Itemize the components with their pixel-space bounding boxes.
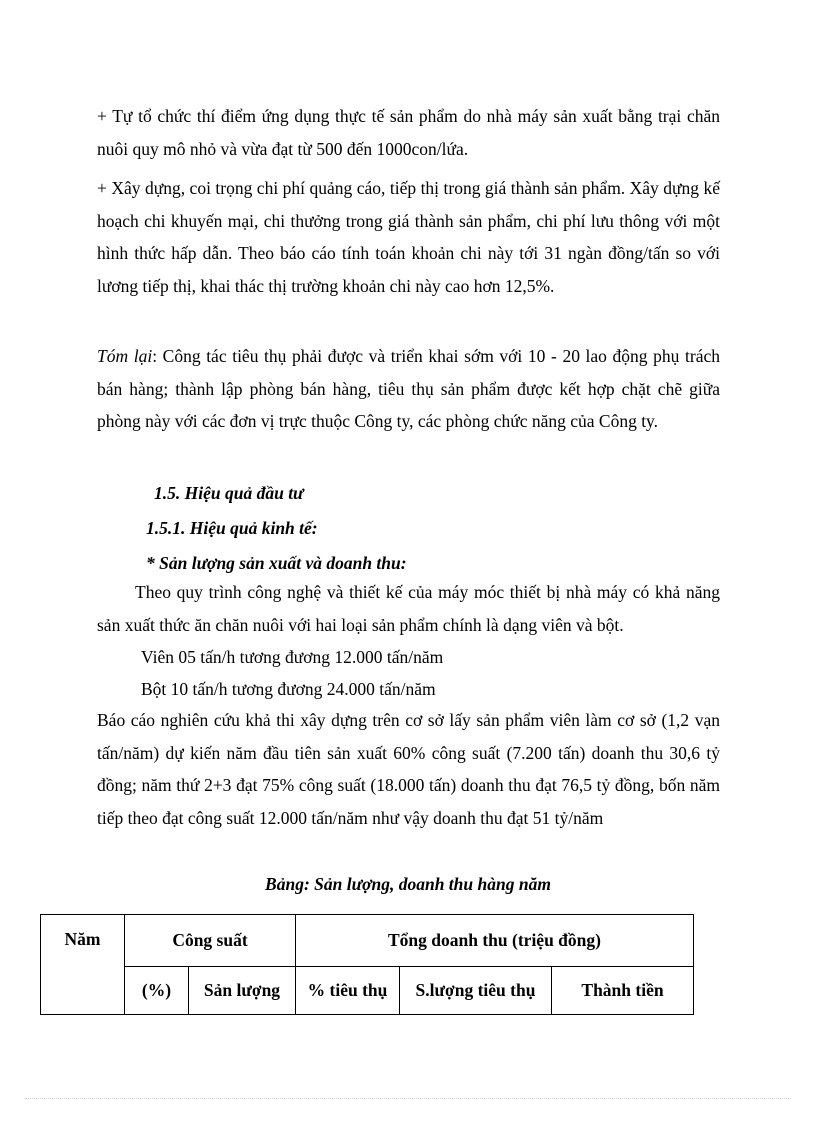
output-revenue-table — [40, 914, 694, 1015]
paragraph-trial-application: + Tự tổ chức thí điểm ứng dụng thực tế sản phẩm do nhà máy sản xuất bằng trại chăn nuôi quy mô nhỏ và vừa đạt từ 500 đến 1000con/lứa. — [97, 106, 720, 159]
paragraph-feasibility-report: Báo cáo nghiên cứu khả thi xây dựng trên cơ sở lấy sản phẩm viên làm cơ sở (1,2 vạn tấn/năm) dự kiến năm đầu tiên sản xuất 60% công suất (7.200 tấn) doanh thu 30,6 tỷ đồng; năm thứ 2+3 đạt 75% công suất (18.000 tấn) doanh thu đạt 76,5 tỷ đồng, bốn năm tiếp theo đạt công suất 12.000 tấn/năm như vậy doanh thu đạt 51 tỷ/năm — [97, 710, 720, 828]
subsection-heading-output: * Sản lượng sản xuất và doanh thu: — [146, 553, 407, 573]
table-caption: Bảng: Sản lượng, doanh thu hàng năm — [265, 874, 551, 894]
table-header-amount: Thành tiền — [552, 967, 694, 1015]
table-header-consumption-volume: S.lượng tiêu thụ — [400, 967, 552, 1015]
summary-text: : Công tác tiêu thụ phải được và triển khai sớm với 10 - 20 lao động phụ trách bán hàng; thành lập phòng bán hàng, tiêu thụ sản phẩm được kết hợp chặt chẽ giữa phòng này với các đơn vị trực thuộc Công ty, các phòng chức năng của Công ty. — [97, 346, 720, 431]
section-heading-1-5: 1.5. Hiệu quả đầu tư — [154, 483, 304, 503]
capacity-line-powder: Bột 10 tấn/h tương đương 24.000 tấn/năm — [141, 679, 436, 699]
table-header-consumption-percent: % tiêu thụ — [296, 967, 400, 1015]
capacity-line-pellet: Viên 05 tấn/h tương đương 12.000 tấn/năm — [141, 647, 444, 667]
section-heading-1-5-1: 1.5.1. Hiệu quả kinh tế: — [146, 518, 318, 538]
page-bottom-divider — [25, 1098, 791, 1099]
paragraph-production-capacity: Theo quy trình công nghệ và thiết kế của máy móc thiết bị nhà máy có khả năng sản xuất thức ăn chăn nuôi với hai loại sản phẩm chính là dạng viên và bột. — [97, 582, 720, 635]
paragraph-advertising: + Xây dựng, coi trọng chi phí quảng cáo, tiếp thị trong giá thành sản phẩm. Xây dựng kế hoạch chi khuyến mại, chi thưởng trong giá thành sản phẩm, chi phí lưu thông với một hình thức hấp dẫn. Theo báo cáo tính toán khoản chi này tới 31 ngàn đồng/tấn so với lương tiếp thị, khai thác thị trường khoản chi này cao hơn 12,5%. — [97, 178, 720, 296]
table-header-capacity: Công suất — [125, 915, 296, 967]
table-header-year: Năm — [41, 915, 125, 1015]
paragraph-summary — [97, 340, 720, 438]
table-header-percent: (%) — [125, 967, 189, 1015]
table-header-total-revenue: Tổng doanh thu (triệu đồng) — [296, 915, 694, 967]
table-header-output: Sản lượng — [189, 967, 296, 1015]
summary-label: Tóm lại — [97, 346, 153, 366]
